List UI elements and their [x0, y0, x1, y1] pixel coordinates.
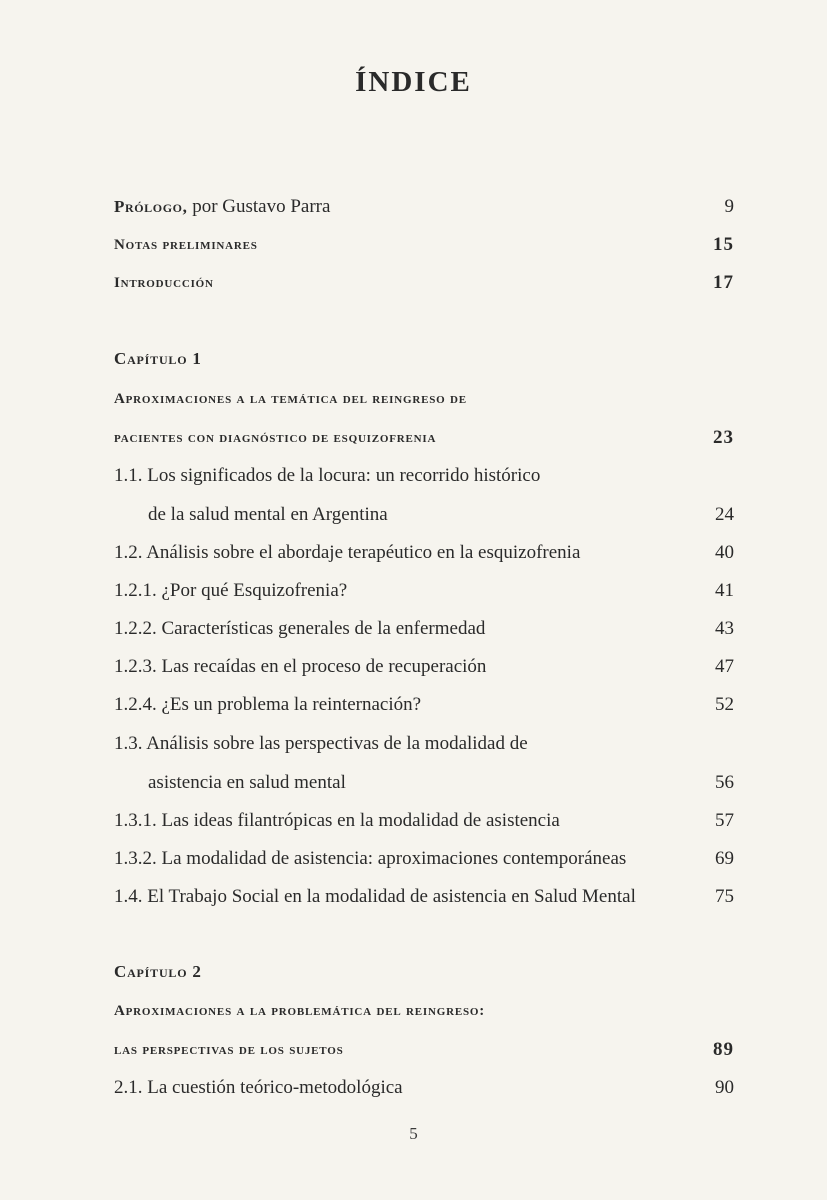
toc-entry: 1.3. Análisis sobre las perspectivas de la modalidad de	[114, 733, 528, 754]
entry-label: Prólogo,	[114, 197, 188, 216]
entry-label: Introducción	[114, 275, 214, 291]
toc-entry: de la salud mental en Argentina 24	[148, 504, 734, 525]
toc-entry: 1.2.2. Características generales de la enfermedad 43	[114, 618, 734, 639]
entry-label: Notas preliminares	[114, 237, 258, 253]
toc-entry-prologo	[114, 194, 737, 220]
toc-entry-notas	[114, 232, 737, 258]
entry-page: 17	[713, 272, 734, 293]
toc-entry-introduccion	[114, 270, 737, 296]
entry-page: 9	[724, 196, 734, 217]
toc-entry: 1.3.1. Las ideas filantrópicas en la modalidad de asistencia 57	[114, 810, 734, 831]
chapter-1-heading: Capítulo 1	[114, 349, 202, 368]
chapter-2-heading: Capítulo 2	[114, 962, 202, 981]
entry-page: 15	[713, 234, 734, 255]
page-number: 5	[409, 1124, 418, 1143]
toc-entry: 1.2.4. ¿Es un problema la reinternación? 52	[114, 694, 734, 715]
chapter-1-title-line2: pacientes con diagnóstico de esquizofrenia 23	[114, 425, 737, 451]
chapter-1-page: 23	[713, 427, 734, 448]
toc-entry: asistencia en salud mental 56	[148, 772, 734, 793]
page-title: ÍNDICE	[355, 66, 472, 98]
toc-entry: 1.2.1. ¿Por qué Esquizofrenia? 41	[114, 580, 734, 601]
toc-entry: 1.2.3. Las recaídas en el proceso de recuperación 47	[114, 656, 734, 677]
toc-entry: 1.1. Los significados de la locura: un recorrido histórico	[114, 465, 541, 486]
chapter-2-title-line1: Aproximaciones a la problemática del reingreso:	[114, 1003, 486, 1019]
chapter-1-title-line1: Aproximaciones a la temática del reingreso de	[114, 391, 467, 407]
chapter-2-title-line2: las perspectivas de los sujetos 89	[114, 1037, 737, 1063]
toc-entry: 1.2. Análisis sobre el abordaje terapéutico en la esquizofrenia 40	[114, 542, 734, 563]
toc-entry: 2.1. La cuestión teórico-metodológica 90	[114, 1077, 734, 1098]
toc-entry: 1.3.2. La modalidad de asistencia: aproximaciones contemporáneas 69	[114, 848, 734, 869]
entry-suffix: por Gustavo Parra	[187, 196, 331, 217]
toc-entry: 1.4. El Trabajo Social en la modalidad de asistencia en Salud Mental 75	[114, 886, 734, 907]
chapter-2-page: 89	[713, 1039, 734, 1060]
